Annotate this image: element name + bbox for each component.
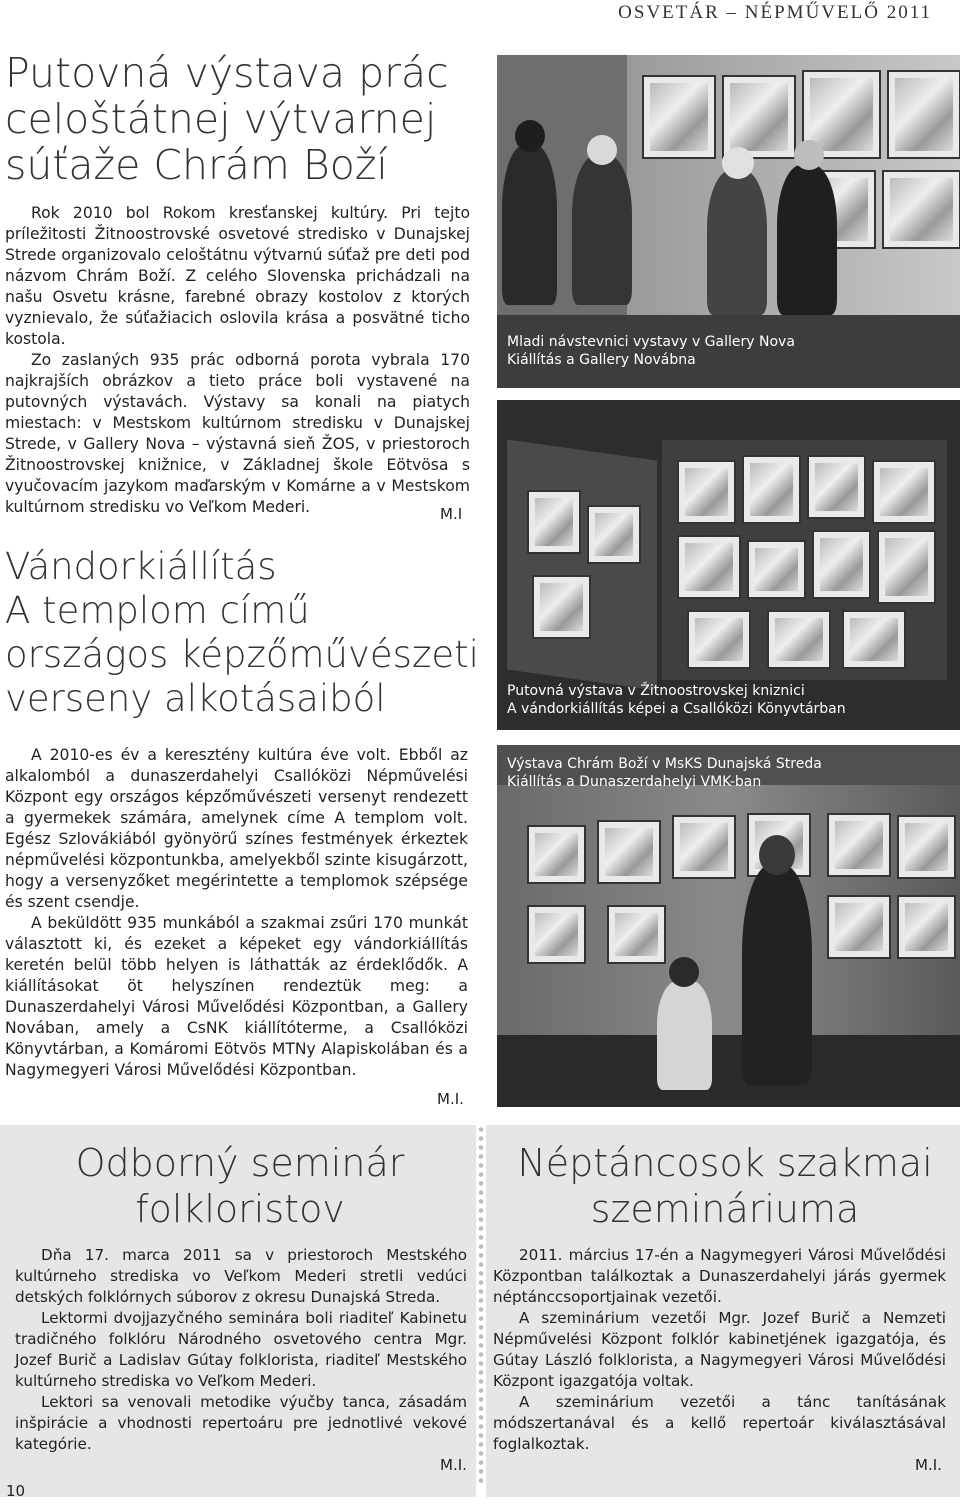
article2-title-line: országos képzőművészeti — [5, 633, 479, 676]
visitor-figure — [742, 865, 812, 1085]
photo-floor — [497, 1035, 960, 1107]
photo-library — [497, 400, 960, 730]
article2-paragraph: A 2010-es év a keresztény kultúra éve volt. Ebből az alkalomból a dunaszerdahelyi Csallóközi Népművelési Központ egy országos képzőművészeti versenyt rendezett a gyermekek számára, amelynek címe A templom volt. Egész Szlovákiából gyönyörű színes festmények érkeztek népművelési központunkba, amelyekből szinte kisugárzott, hogy a versenyzőket megérintette a templomok szépsége és szent csendje. — [5, 746, 469, 911]
box-left-body — [15, 1245, 467, 1455]
caption-line: Mladi návstevnici vystavy v Gallery Nova — [507, 334, 795, 350]
artwork-frame — [722, 75, 796, 159]
page-number: 10 — [6, 1482, 26, 1500]
running-header: OSVETÁR – NÉPMŰVELŐ 2011 — [618, 2, 932, 23]
visitor-head — [794, 140, 824, 170]
article1-title-line: súťaže Chrám Boží — [5, 141, 388, 189]
article1-title-line: Putovná výstava prác — [5, 49, 449, 97]
box-left-signature: M.I. — [440, 1456, 467, 1474]
box-left-paragraph: Dňa 17. marca 2011 sa v priestoroch Mestského kultúrneho strediska vo Veľkom Mederi stretli vedúci detských folklórnych súborov z okresu Dunajská Streda. — [15, 1246, 467, 1306]
box-left-title-line: Odborný seminár — [75, 1141, 405, 1185]
artwork-frame — [527, 825, 586, 884]
article2-body — [5, 745, 468, 1081]
visitor-figure — [657, 980, 712, 1090]
box-right-paragraph: A szeminárium vezetői Mgr. Jozef Burič a Nemzeti Népművelési Központ folklór kabinetjének igazgatója, és Gútay László folklorista, a Nagymegyeri Városi Művelődési Központ igazgatója voltak. — [493, 1309, 946, 1390]
visitor-head — [722, 147, 754, 179]
visitor-figure — [502, 145, 557, 305]
visitor-head — [759, 835, 795, 875]
artwork-frame — [872, 460, 936, 524]
artwork-frame — [807, 455, 866, 519]
caption-line: Putovná výstava v Žitnoostrovskej kniznici — [507, 683, 805, 699]
box-right-paragraph: A szeminárium vezetői a tánc tanításának módszertanával és a kellő repertoár kiválasztásával foglalkoztak. — [493, 1393, 946, 1453]
artwork-frame — [747, 540, 806, 599]
artwork-frame — [687, 610, 751, 669]
box-left-paragraph: Lektormi dvojjazyčného seminára boli riaditeľ Kabinetu tradičného folklóru Národného osvetového centra Mgr. Jozef Burič a Ladislav Gútay folklorista, riaditeľ Mestského kultúrneho strediska vo Veľkom Mederi. — [15, 1309, 467, 1390]
artwork-frame — [877, 530, 936, 604]
box-left-paragraph: Lektori sa venovali metodike výučby tanca, zásadám inšpirácie a vhodnosti repertoáru pre jednotlivé vekové kategórie. — [15, 1393, 467, 1453]
photo-mks — [497, 745, 960, 1107]
artwork-frame — [897, 815, 956, 879]
artwork-frame — [677, 535, 741, 599]
article1-title — [5, 50, 475, 188]
article2-title-line: A templom című — [5, 589, 310, 632]
artwork-frame — [767, 610, 831, 669]
artwork-frame — [827, 813, 891, 877]
visitor-head — [515, 120, 545, 152]
photo-gallery-nova — [497, 55, 960, 388]
artwork-frame — [897, 895, 956, 959]
visitor-head — [587, 135, 617, 165]
photo1-caption — [507, 333, 795, 369]
caption-line: Kiállítás a Gallery Novábna — [507, 352, 696, 368]
column-divider-dots — [478, 1125, 484, 1485]
article2-paragraph: A beküldött 935 munkából a szakmai zsűri 170 munkát választott ki, és ezeket a képeket egy vándorkiállítás keretén belül több helyen is láthatták az érdeklődők. A kiállításokat öt helyszínen rendeztük meg: a Dunaszerdahelyi Városi Művelődési Központban, a Gallery Novában, amely a CsNK kiállítóterme, a Csallóközi Könyvtárban, a Komáromi Eötvös MTNy Alapiskolában és a Nagymegyeri Városi Művelődési Központban. — [5, 914, 468, 1079]
display-panel — [507, 439, 657, 690]
artwork-frame — [607, 905, 666, 964]
article1-paragraph: Zo zaslaných 935 prác odborná porota vybrala 170 najkrajších obrázkov a tieto práce boli vystavené na putovných výstavách. Výstavy sa konali na piatych miestach: v Mestskom kultúrnom stredisku v Dunajskej Strede, v Gallery Nova – výstavná sieň ŽOS, v priestoroch Žitnoostrovskej knižnice, v Základnej škole Eötvösa s vyučovacím jazykom maďarským v Komárne a v Mestskom kultúrnom stredisku vo Veľkom Mederi. — [5, 351, 470, 516]
artwork-frame — [642, 75, 716, 159]
box-left-title — [15, 1140, 465, 1232]
article2-title-line: verseny alkotásaiból — [5, 677, 386, 720]
artwork-frame — [597, 820, 661, 884]
photo2-caption — [507, 682, 846, 718]
caption-line: Výstava Chrám Boží v MsKS Dunajská Streda — [507, 756, 822, 772]
artwork-frame — [587, 505, 641, 564]
artwork-frame — [527, 490, 581, 554]
artwork-frame — [812, 530, 871, 599]
box-right-title-line: Néptáncosok szakmai — [517, 1141, 933, 1185]
photo3-caption — [507, 755, 822, 791]
caption-line: Kiállítás a Dunaszerdahelyi VMK-ban — [507, 774, 762, 790]
article2-signature: M.I. — [437, 1090, 464, 1108]
article2-title-line: Vándorkiállítás — [5, 545, 277, 588]
artwork-frame — [527, 905, 586, 964]
box-right-title — [494, 1140, 956, 1232]
visitor-figure — [707, 170, 767, 315]
box-right-body — [493, 1245, 946, 1455]
article1-title-line: celoštátnej výtvarnej — [5, 95, 437, 143]
visitor-head — [669, 957, 699, 987]
article2-title — [5, 545, 480, 721]
artwork-frame — [532, 575, 591, 639]
artwork-frame — [827, 895, 891, 959]
visitor-figure — [572, 155, 632, 305]
artwork-frame — [672, 815, 736, 879]
artwork-frame — [742, 455, 801, 524]
caption-line: A vándorkiállítás képei a Csallóközi Könyvtárban — [507, 701, 846, 717]
article1-body — [5, 203, 470, 518]
box-right-paragraph: 2011. március 17-én a Nagymegyeri Városi Művelődési Központban találkoztak a Dunaszerdahelyi járás gyermek néptánccsoportjainak vezetői. — [493, 1246, 946, 1306]
visitor-figure — [777, 165, 837, 315]
artwork-frame — [882, 170, 960, 249]
artwork-frame — [842, 610, 906, 669]
article1-paragraph: Rok 2010 bol Rokom kresťanskej kultúry. Pri tejto príležitosti Žitnoostrovské osvetové stredisko v Dunajskej Strede organizovalo celoštátnu výtvarnú súťaž pre deti pod názvom Chrám Boží. Z celého Slovenska prichádzali na našu Osvetu krásne, farebné obrazy kostolov z ktorých vyznievalo, že súťažiacich oslovila krása a posvätné ticho kostola. — [5, 204, 470, 348]
box-right-title-line: szemináriuma — [590, 1187, 860, 1231]
artwork-frame — [677, 460, 736, 524]
box-right-signature: M.I. — [915, 1456, 942, 1474]
artwork-frame — [887, 70, 960, 159]
box-left-title-line: folkloristov — [135, 1187, 345, 1231]
article1-signature: M.I — [440, 505, 463, 523]
